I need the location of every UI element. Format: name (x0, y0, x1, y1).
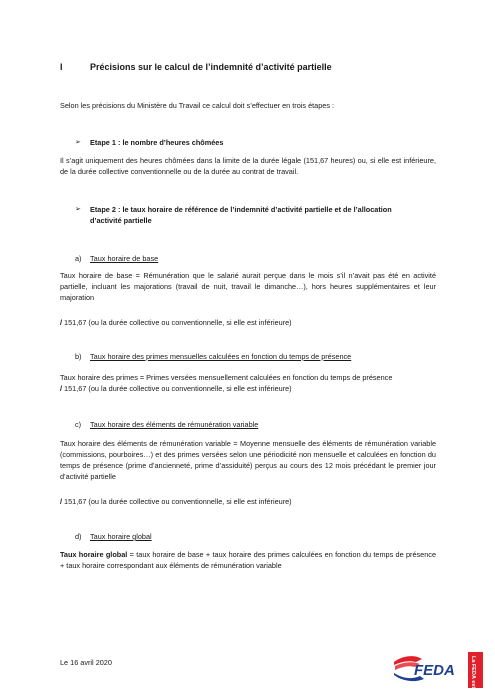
section-d-bold-lead: Taux horaire global (60, 550, 128, 559)
etape2-title: Etape 2 : le taux horaire de référence de l’indemnité d’activité partielle et de l’allocation d’activité partielle (90, 205, 392, 225)
intro-text: Selon les précisions du Ministère du Travail ce calcul doit s’effectuer en trois étapes : (60, 101, 335, 110)
section-c-label: c) (75, 420, 82, 429)
divisor-text: 151,67 (ou la durée collective ou conventionnelle, si elle est inférieure) (62, 384, 292, 393)
arrow-bullet-icon: ➢ (75, 206, 81, 213)
section-a-divisor (60, 318, 436, 329)
divisor-text: 151,67 (ou la durée collective ou conventionnelle, si elle est inférieure) (62, 497, 292, 506)
section-d-formula: = taux horaire de base + taux horaire des primes calculées en fonction du temps de présence + taux horaire correspondant aux éléments de rémunération variable (60, 550, 437, 570)
section-d-label: d) (75, 532, 82, 541)
divisor-text: 151,67 (ou la durée collective ou conventionnelle, si elle est inférieure) (62, 318, 292, 327)
divisor-slash: / (60, 318, 63, 327)
section-b-text: Taux horaire des primes = Primes versées mensuellement calculées en fonction du temps de présence (60, 373, 393, 382)
etape2-heading (75, 205, 445, 229)
feda-logo-graphic (392, 648, 492, 690)
section-b-label: b) (75, 352, 82, 361)
section-c-text: Taux horaire des éléments de rémunération variable = Moyenne mensuelle des éléments de rémunération variable (commissions, pourboires…) et des primes versées selon une périodicité non mensuelle et calculées en fonction du temps de présence (prime d’ancienneté, prime d’assiduité) perçus au cours des 12 mois précédant le premier jour d’activité partielle (60, 439, 436, 481)
feda-logo (392, 648, 492, 690)
section-c-title: Taux horaire des éléments de rémunération variable (90, 420, 259, 429)
page-title: Précisions sur le calcul de l’indemnité d’activité partielle (90, 62, 332, 72)
section-number: I (60, 62, 63, 72)
section-d-text (60, 550, 436, 572)
etape1-text: Il s’agit uniquement des heures chômées dans la limite de la durée légale (151,67 heures) ou, si elle est inférieure, de la durée collective conventionnelle ou de la durée au contrat de travail. (60, 156, 436, 176)
footer-date: Le 16 avril 2020 (60, 658, 112, 667)
section-a-text: Taux horaire de base = Rémunération que le salarié aurait perçue dans le mois s’il n’avait pas été en activité partielle, incluant les majorations (travail de nuit, travail le dimanche…), hors heures supplémentaires et leur majoration (60, 271, 436, 302)
section-b-divisor (60, 384, 436, 395)
divisor-slash: / (60, 497, 63, 506)
divisor-slash: / (60, 384, 63, 393)
logo-wordmark: FEDA (414, 662, 455, 679)
logo-side-text: La FEDA est LÀ (470, 656, 476, 690)
etape1-title: Etape 1 : le nombre d’heures chômées (90, 138, 224, 147)
section-c-divisor (60, 497, 436, 508)
section-a-title: Taux horaire de base (90, 254, 159, 263)
section-d-title: Taux horaire global (90, 532, 152, 541)
section-a-label: a) (75, 254, 82, 263)
arrow-bullet-icon: ➢ (75, 139, 81, 146)
section-b-title: Taux horaire des primes mensuelles calculées en fonction du temps de présence (90, 352, 352, 361)
